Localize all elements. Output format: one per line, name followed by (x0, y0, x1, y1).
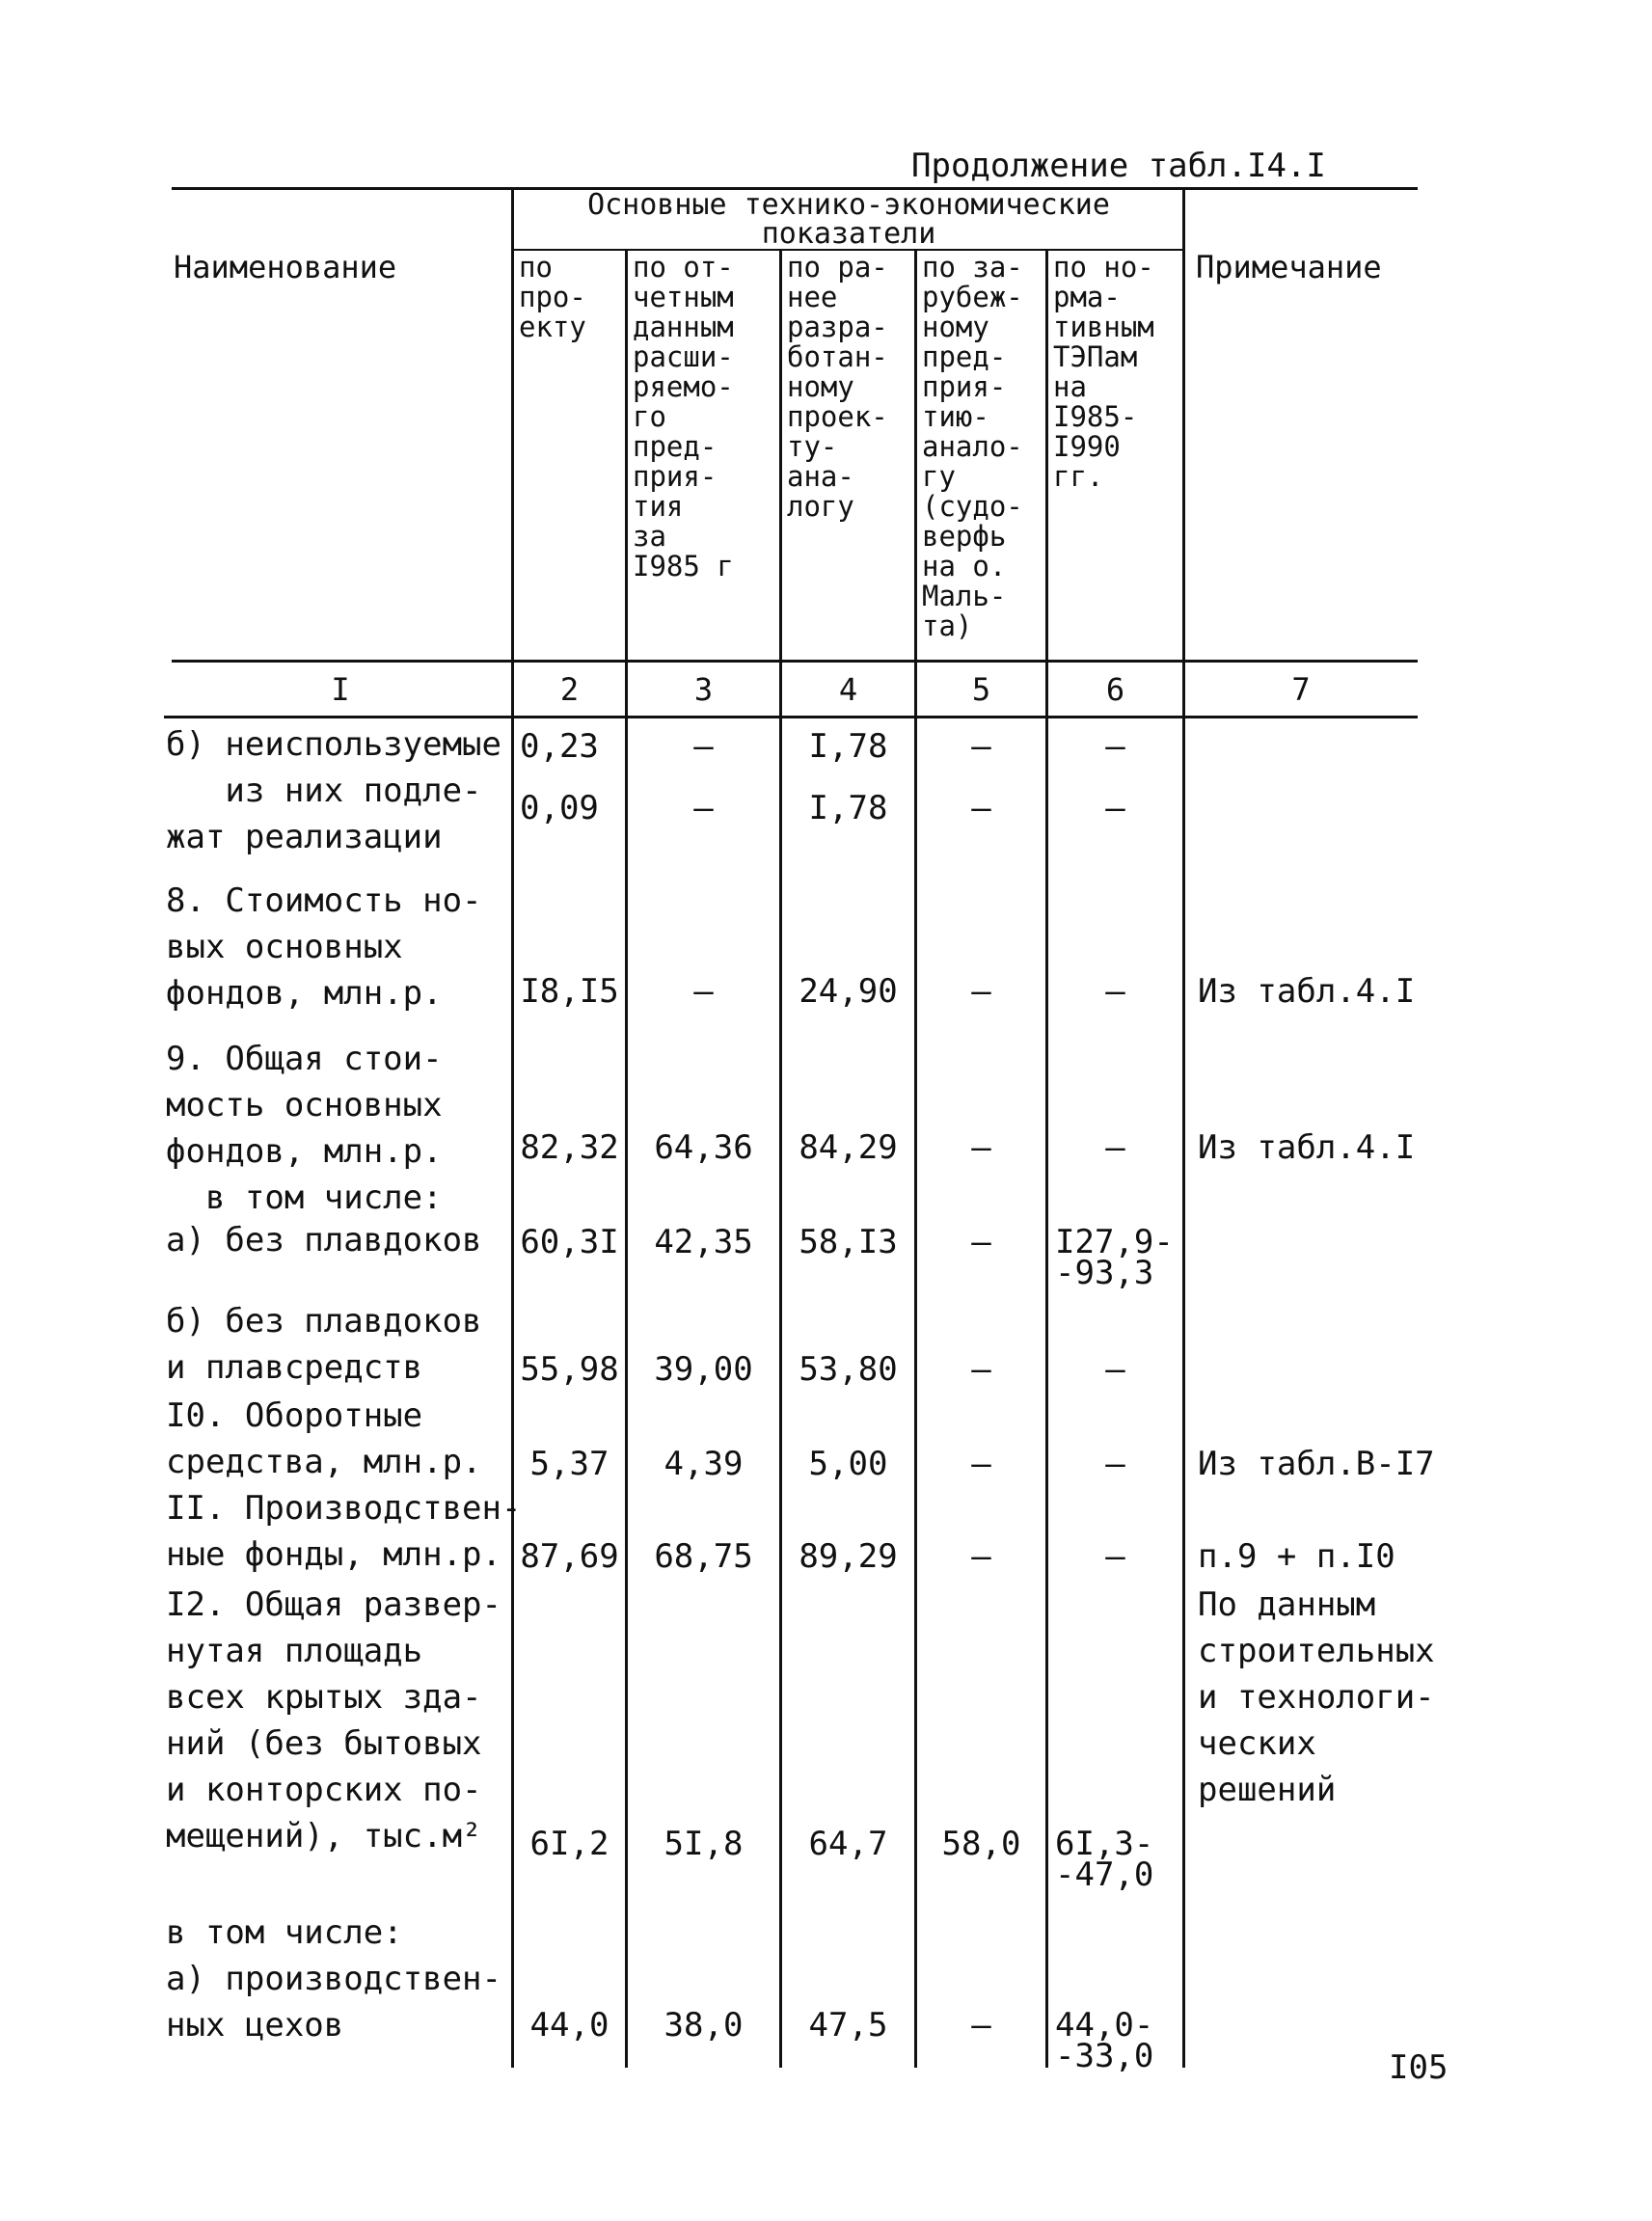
cell-col-2: 0,23 0,09 (520, 727, 599, 827)
cell-col-6: – (1105, 1128, 1125, 1167)
cell-col-4: 24,90 (799, 972, 898, 1011)
cell-col-5: – (971, 1223, 991, 1261)
cell-col-5: – (971, 1128, 991, 1167)
cell-note: Из табл.4.I (1198, 1128, 1416, 1167)
header-col-3: по от- четным данным расши- ряемо- го пред- прия- тия за I985 г (633, 251, 734, 582)
cell-col-5: – – (971, 727, 991, 827)
cell-note: п.9 + п.I0 (1198, 1537, 1395, 1576)
cell-col-4: I,78 I,78 (808, 727, 888, 827)
col-number-2: 2 (559, 671, 580, 708)
cell-col-2: 87,69 (520, 1537, 619, 1576)
cell-col-6: – (1105, 1445, 1125, 1483)
cell-col-2: 44,0 (529, 2006, 609, 2045)
row-name: 9. Общая стои- мость основных фондов, млн.р. в том числе: (166, 1040, 443, 1217)
cell-col-6: – (1105, 1537, 1125, 1576)
header-name: Наименование (174, 249, 397, 285)
cell-col-3: 64,36 (654, 1128, 753, 1167)
cell-col-6: – (1105, 1350, 1125, 1389)
cell-col-4: 64,7 (808, 1825, 888, 1863)
cell-col-4: 84,29 (799, 1128, 898, 1167)
continuation-label: Продолжение табл.I4.I (911, 147, 1326, 185)
cell-note: По данным строительных и технологи- ческих решений (1198, 1585, 1435, 1809)
cell-col-3: 68,75 (654, 1537, 753, 1576)
header-col-5: по за- рубеж- ному пред- прия- тию- анало- гу (судо- верфь на о. Маль- та) (922, 251, 1023, 642)
header-group-label: Основные технико-экономические показатели (587, 188, 1110, 251)
header-col-4: по ра- нее разра- ботан- ному проек- ту- ана- логу (787, 251, 888, 523)
row-name: I0. Оборотные средства, млн.р. (166, 1396, 482, 1481)
header-bottom-rule (172, 660, 1418, 663)
page-number: I05 (1389, 2048, 1449, 2087)
cell-col-6: I27,9- -93,3 (1055, 1223, 1174, 1292)
col-number-7: 7 (1291, 671, 1311, 708)
cell-col-5: – (971, 2006, 991, 2045)
row-name: а) без плавдоков (166, 1221, 482, 1259)
col-separator-6 (1182, 189, 1185, 2068)
row-name: б) без плавдоков и плавсредств (166, 1302, 482, 1387)
cell-col-2: 60,3I (520, 1223, 619, 1261)
cell-col-2: 82,32 (520, 1128, 619, 1167)
col-number-4: 4 (838, 671, 858, 708)
cell-col-5: – (971, 972, 991, 1011)
col-number-1: I (331, 671, 350, 708)
cell-col-2: I8,I5 (520, 972, 619, 1011)
cell-col-6: – – (1105, 727, 1125, 827)
cell-col-3: 5I,8 (664, 1825, 744, 1863)
col-number-5: 5 (971, 671, 991, 708)
cell-col-2: 55,98 (520, 1350, 619, 1389)
row-name: в том числе: а) производствен- ных цехов (166, 1913, 501, 2045)
cell-note: Из табл.В-I7 (1198, 1445, 1435, 1483)
cell-col-3: – (693, 972, 714, 1011)
cell-col-3: 39,00 (654, 1350, 753, 1389)
cell-col-2: 5,37 (529, 1445, 609, 1483)
header-col-6: по но- рма- тивным ТЭПам на I985- I990 гг. (1053, 251, 1154, 493)
cell-col-5: 58,0 (941, 1825, 1021, 1863)
cell-col-4: 53,80 (799, 1350, 898, 1389)
header-group (521, 188, 1177, 251)
cell-col-6: – (1105, 972, 1125, 1011)
cell-col-3: 4,39 (664, 1445, 744, 1483)
row-name: I2. Общая развер- нутая площадь всех крытых зда- ний (без бытовых и конторских по- мещений), тыс.м² (166, 1585, 501, 1855)
cell-col-2: 6I,2 (529, 1825, 609, 1863)
cell-col-3: – – (693, 727, 714, 827)
cell-col-4: 58,I3 (799, 1223, 898, 1261)
cell-col-4: 5,00 (808, 1445, 888, 1483)
row-name: II. Производствен- ные фонды, млн.р. (166, 1489, 522, 1574)
cell-note: Из табл.4.I (1198, 972, 1416, 1011)
cell-col-3: 38,0 (664, 2006, 744, 2045)
cell-col-6: 6I,3- -47,0 (1055, 1825, 1154, 1894)
cell-col-4: 47,5 (808, 2006, 888, 2045)
cell-col-4: 89,29 (799, 1537, 898, 1576)
col-separator-1 (511, 189, 514, 2068)
row-name: б) неиспользуемые из них подле- жат реализации (166, 725, 501, 856)
row-name: 8. Стоимость но- вых основных фондов, млн.р. (166, 881, 482, 1013)
cell-col-5: – (971, 1445, 991, 1483)
header-note: Примечание (1196, 249, 1382, 285)
cell-col-6: 44,0- -33,0 (1055, 2006, 1154, 2075)
col-number-3: 3 (693, 671, 714, 708)
column-numbers-rule (164, 716, 1418, 718)
cell-col-5: – (971, 1350, 991, 1389)
cell-col-5: – (971, 1537, 991, 1576)
header-col-2: по про- екту (519, 251, 586, 343)
col-number-6: 6 (1105, 671, 1125, 708)
cell-col-3: 42,35 (654, 1223, 753, 1261)
